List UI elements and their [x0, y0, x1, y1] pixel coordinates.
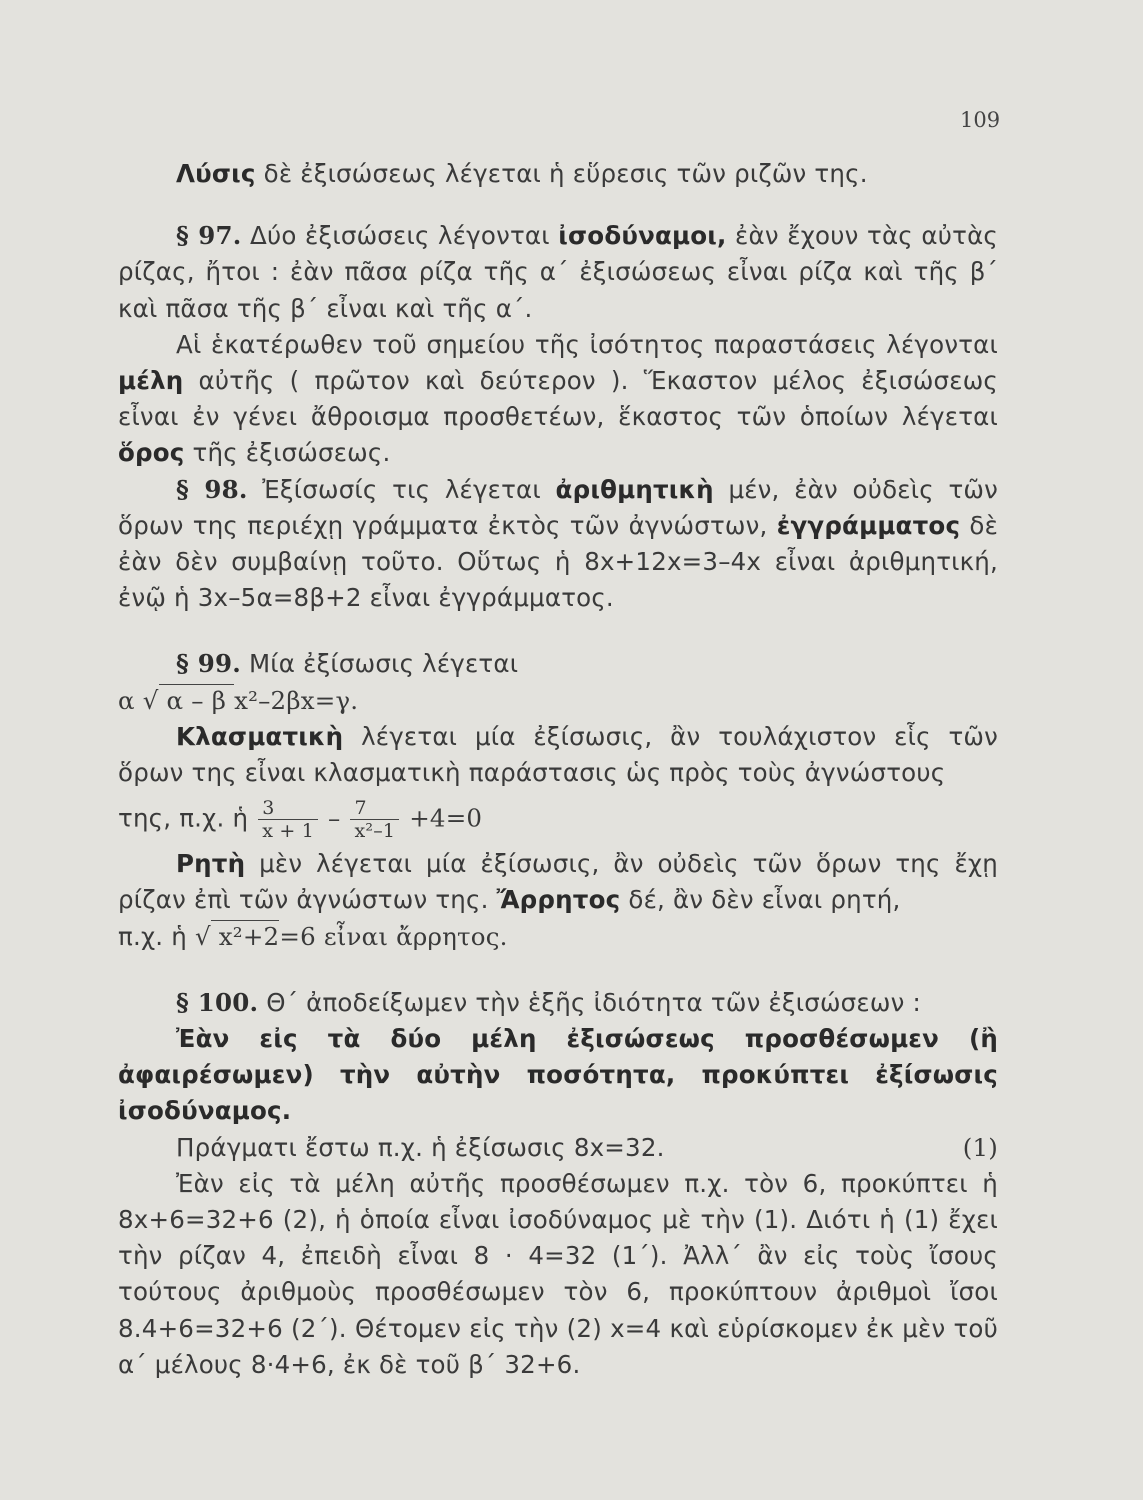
- math-text: π.χ. ἡ: [118, 921, 195, 951]
- text: Θ΄ ἀποδείξωμεν τὴν ἑξῆς ἰδιότητα τῶν ἐξισώσεων :: [258, 987, 921, 1017]
- page-body: [118, 156, 998, 1383]
- term-arithmitiki: ἀριθμητικὴ: [555, 474, 714, 504]
- paragraph-proof: [118, 1166, 998, 1383]
- term-oros: ὅρος: [118, 438, 185, 468]
- paragraph-section-98: [118, 472, 998, 617]
- math-text: της, π.χ. ἡ: [118, 803, 257, 833]
- term-isodynamoi: ἰσοδύναμοι,: [558, 221, 727, 251]
- section-heading-97: § 97.: [176, 221, 242, 251]
- text: δὲ ἐὰν δὲν συμβαίνῃ τοῦτο. Οὕτως ἡ 8x+12x=3–4x εἶναι ἀριθμητική, ἐνῷ ἡ 3x–5α=8β+2 εἶναι ἐγγράμματος.: [118, 510, 999, 613]
- math-text: x²–2βx=γ.: [234, 685, 359, 715]
- math-text: =6 εἶναι ἄρρητος.: [279, 921, 508, 951]
- text: τῆς ἐξισώσεως.: [184, 438, 391, 468]
- term-arritos: Ἄρρητος: [496, 885, 621, 915]
- paragraph-proof-start: [118, 1130, 998, 1166]
- math-text: –: [320, 803, 349, 833]
- fraction-denominator: x + 1: [258, 819, 318, 842]
- text: δέ, ἂν δὲν εἶναι ρητή,: [620, 885, 901, 915]
- radical-sign-icon: √: [142, 685, 159, 715]
- paragraph-theorem: [118, 1021, 998, 1130]
- paragraph-section-100: [118, 985, 998, 1021]
- radicand: x²+2: [210, 921, 280, 951]
- equation-number: (1): [962, 1132, 998, 1162]
- paragraph-definition-solution: [118, 156, 998, 192]
- fraction-numerator: 7: [354, 797, 367, 820]
- text: ἐὰν ἔχουν τὰς αὐτὰς ρίζας, ἤτοι : ἐὰν πᾶσα ρίζα τῆς α΄ ἐξισώσεως εἶναι ρίζα καὶ τῆς β΄ καὶ πᾶσα τῆς β΄ εἶναι καὶ τῆς α΄.: [118, 221, 998, 323]
- text: Μία ἐξίσωσις λέγεται: [240, 649, 519, 679]
- radicand: α – β: [158, 685, 235, 715]
- section-heading-100: § 100.: [176, 987, 259, 1017]
- section-heading-99: § 99.: [176, 649, 241, 679]
- text: Ἐξίσωσίς τις λέγεται: [247, 474, 556, 504]
- equation-integer-example: [118, 683, 998, 719]
- equation-fractional-example: [118, 797, 998, 842]
- text: Αἱ ἑκατέρωθεν τοῦ σημείου τῆς ἰσότητος παραστάσεις λέγονται: [176, 329, 998, 359]
- term-eggrammatos: ἐγγράμματος: [776, 510, 961, 540]
- term-riti: Ρητὴ: [176, 849, 246, 879]
- text: Πράγματι ἔστω π.χ. ἡ ἐξίσωσις 8x=32.: [176, 1132, 665, 1162]
- fraction-2: [350, 797, 399, 842]
- paragraph-fractional: [118, 719, 998, 791]
- fraction-numerator: 3: [262, 797, 275, 820]
- term-meli: μέλη: [118, 366, 184, 396]
- theorem-statement: Ἐὰν εἰς τὰ δύο μέλη ἐξισώσεως προσθέσωμεν (ἢ ἀφαιρέσωμεν) τὴν αὐτὴν ποσότητα, προκύπτει ἐξίσωσις ἰσοδύναμος.: [118, 1024, 998, 1126]
- text: δὲ ἐξισώσεως λέγεται ἡ εὕρεσις τῶν ριζῶν της.: [255, 159, 868, 188]
- text: λέγεται μία ἐξίσωσις, ἂν τουλάχιστον εἷς τῶν ὅρων της εἶναι κλασματικὴ παράστασις ὡς πρὸς τοὺς ἀγνώστους: [118, 721, 998, 788]
- term-lysis: Λύσις: [176, 159, 256, 188]
- term-klasmatiki: Κλασματικὴ: [176, 721, 344, 751]
- paragraph-rational: [118, 846, 998, 918]
- math-text: +4=0: [401, 803, 483, 833]
- paragraph-section-99: [118, 646, 998, 682]
- page-number: 109: [960, 108, 1001, 132]
- fraction-1: [258, 797, 318, 842]
- paragraph-section-97: [118, 218, 998, 327]
- radical-sign-icon: √: [194, 921, 211, 951]
- text: Ἐὰν εἰς τὰ μέλη αὐτῆς προσθέσωμεν π.χ. τὸν 6, προκύπτει ἡ 8x+6=32+6 (2), ἡ ὁποία εἶναι ἰσοδύναμος μὲ τὴν (1). Διότι ἡ (1) ἔχει τὴν ρίζαν 4, ἐπειδὴ εἶναι 8 · 4=32 (1΄). Ἀλλ΄ ἂν εἰς τοὺς ἴσους τούτους ἀριθμοὺς προσθέσωμεν τὸν 6, προκύπτουν ἀριθμοὶ ἴσοι 8.4+6=32+6 (2΄). Θέτομεν εἰς τὴν (2) x=4 καὶ εὑρίσκομεν ἐκ μὲν τοῦ α΄ μέλους 8·4+6, ἐκ δὲ τοῦ β΄ 32+6.: [118, 1168, 998, 1379]
- text: αὐτῆς ( πρῶτον καὶ δεύτερον ). Ἕκαστον μέλος ἐξισώσεως εἶναι ἐν γένει ἄθροισμα προσθετέων, ἕκαστος τῶν ὁποίων λέγεται: [118, 366, 998, 432]
- fraction-denominator: x²–1: [350, 819, 399, 842]
- equation-irrational-example: [118, 919, 998, 955]
- text: μέν, ἐὰν οὐδεὶς τῶν ὅρων της περιέχῃ γράμματα ἐκτὸς τῶν ἀγνώστων,: [118, 474, 998, 540]
- section-heading-98: § 98.: [176, 474, 248, 504]
- math-text: α: [118, 685, 143, 715]
- text: Δύο ἐξισώσεις λέγονται: [241, 221, 559, 251]
- text: μὲν λέγεται μία ἐξίσωσις, ἂν οὐδεὶς τῶν ὅρων της ἔχῃ ρίζαν ἐπὶ τῶν ἀγνώστων της.: [118, 849, 998, 915]
- paragraph-members: [118, 327, 998, 472]
